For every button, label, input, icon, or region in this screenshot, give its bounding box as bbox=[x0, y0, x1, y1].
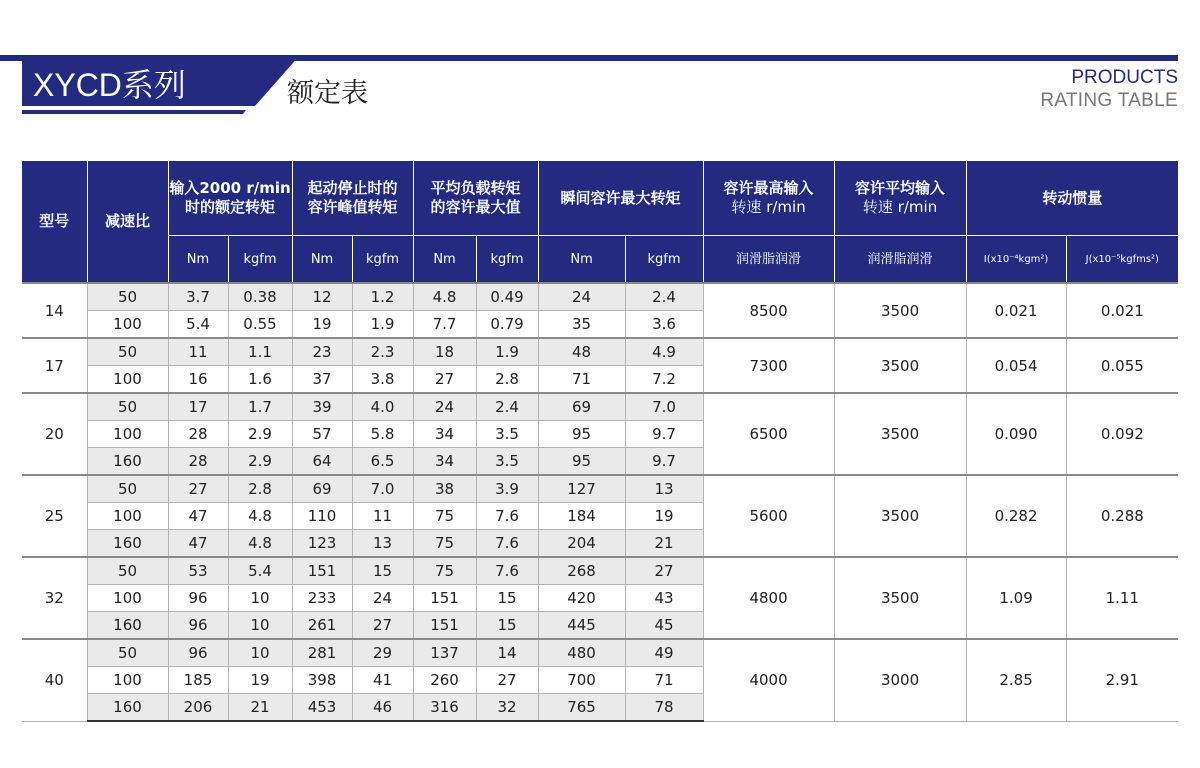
cell-peak-kgfm: 11 bbox=[352, 503, 413, 530]
cell-peak-kgfm: 24 bbox=[352, 585, 413, 612]
cell-ratio: 160 bbox=[87, 612, 168, 640]
cell-inertia-j: 0.055 bbox=[1066, 338, 1178, 393]
cell-avg-nm: 38 bbox=[413, 475, 476, 503]
col-header-ratio: 减速比 bbox=[87, 161, 168, 283]
cell-avg-kgfm: 0.49 bbox=[476, 283, 538, 311]
cell-instant-nm: 184 bbox=[538, 503, 625, 530]
cell-rated-kgfm: 1.7 bbox=[228, 393, 292, 421]
cell-inertia-i: 1.09 bbox=[966, 557, 1066, 639]
cell-avg-speed: 3500 bbox=[834, 475, 966, 557]
cell-ratio: 100 bbox=[87, 503, 168, 530]
cell-model: 40 bbox=[22, 639, 87, 721]
cell-model: 25 bbox=[22, 475, 87, 557]
cell-inertia-i: 0.282 bbox=[966, 475, 1066, 557]
cell-rated-kgfm: 19 bbox=[228, 667, 292, 694]
cell-instant-nm: 204 bbox=[538, 530, 625, 558]
cell-instant-kgfm: 7.2 bbox=[625, 366, 703, 394]
rating-table bbox=[22, 161, 1178, 722]
cell-peak-nm: 123 bbox=[292, 530, 352, 558]
cell-instant-nm: 700 bbox=[538, 667, 625, 694]
cell-instant-kgfm: 43 bbox=[625, 585, 703, 612]
cell-peak-kgfm: 46 bbox=[352, 694, 413, 722]
cell-instant-nm: 420 bbox=[538, 585, 625, 612]
cell-max-speed: 6500 bbox=[703, 393, 834, 475]
unit-kgfm: kgfm bbox=[476, 236, 538, 284]
cell-inertia-i: 2.85 bbox=[966, 639, 1066, 721]
cell-peak-nm: 281 bbox=[292, 639, 352, 667]
cell-ratio: 100 bbox=[87, 585, 168, 612]
cell-avg-kgfm: 3.5 bbox=[476, 448, 538, 476]
cell-instant-kgfm: 3.6 bbox=[625, 311, 703, 339]
peak-torque-line2: 容许峰值转矩 bbox=[307, 198, 398, 216]
avg-torque-line1: 平均负载转矩 bbox=[430, 179, 521, 197]
cell-avg-nm: 151 bbox=[413, 612, 476, 640]
cell-avg-nm: 75 bbox=[413, 557, 476, 585]
cell-avg-kgfm: 15 bbox=[476, 585, 538, 612]
cell-instant-nm: 765 bbox=[538, 694, 625, 722]
rated-torque-line2: 时的额定转矩 bbox=[185, 198, 276, 216]
cell-peak-nm: 23 bbox=[292, 338, 352, 366]
cell-ratio: 50 bbox=[87, 557, 168, 585]
cell-ratio: 160 bbox=[87, 448, 168, 476]
cell-rated-kgfm: 21 bbox=[228, 694, 292, 722]
cell-avg-kgfm: 3.5 bbox=[476, 421, 538, 448]
table-body bbox=[22, 283, 1178, 721]
cell-rated-nm: 53 bbox=[168, 557, 228, 585]
cell-ratio: 50 bbox=[87, 283, 168, 311]
cell-inertia-i: 0.090 bbox=[966, 393, 1066, 475]
avg-speed-line2: 转速 r/min bbox=[862, 198, 938, 216]
cell-rated-nm: 28 bbox=[168, 421, 228, 448]
table-row bbox=[22, 475, 1178, 503]
unit-nm: Nm bbox=[538, 236, 625, 284]
cell-model: 20 bbox=[22, 393, 87, 475]
cell-rated-kgfm: 5.4 bbox=[228, 557, 292, 585]
series-title: XYCD系列 bbox=[33, 67, 186, 103]
cell-instant-nm: 445 bbox=[538, 612, 625, 640]
cell-rated-kgfm: 10 bbox=[228, 612, 292, 640]
cell-avg-nm: 24 bbox=[413, 393, 476, 421]
cell-peak-nm: 110 bbox=[292, 503, 352, 530]
cell-instant-kgfm: 21 bbox=[625, 530, 703, 558]
cell-instant-kgfm: 49 bbox=[625, 639, 703, 667]
max-speed-line2: 转速 r/min bbox=[731, 198, 806, 216]
cell-avg-nm: 75 bbox=[413, 503, 476, 530]
cell-ratio: 100 bbox=[87, 667, 168, 694]
cell-ratio: 50 bbox=[87, 475, 168, 503]
cell-rated-kgfm: 4.8 bbox=[228, 503, 292, 530]
cell-rated-nm: 96 bbox=[168, 612, 228, 640]
cell-instant-nm: 95 bbox=[538, 448, 625, 476]
cell-inertia-i: 0.021 bbox=[966, 283, 1066, 338]
cell-peak-nm: 37 bbox=[292, 366, 352, 394]
cell-peak-nm: 398 bbox=[292, 667, 352, 694]
cell-ratio: 160 bbox=[87, 530, 168, 558]
cell-peak-kgfm: 29 bbox=[352, 639, 413, 667]
cell-peak-kgfm: 41 bbox=[352, 667, 413, 694]
cell-rated-nm: 47 bbox=[168, 503, 228, 530]
unit-inertia-i: I(x10⁻⁴kgm²) bbox=[966, 236, 1066, 284]
cell-instant-kgfm: 13 bbox=[625, 475, 703, 503]
avg-speed-line1: 容许平均输入 bbox=[855, 179, 946, 197]
cell-avg-kgfm: 1.9 bbox=[476, 338, 538, 366]
unit-nm: Nm bbox=[413, 236, 476, 284]
col-header-max-speed bbox=[703, 161, 834, 236]
cell-rated-kgfm: 2.9 bbox=[228, 448, 292, 476]
cell-ratio: 50 bbox=[87, 338, 168, 366]
cell-max-speed: 4000 bbox=[703, 639, 834, 721]
col-header-rated-torque bbox=[168, 161, 292, 236]
cell-peak-kgfm: 7.0 bbox=[352, 475, 413, 503]
cell-peak-kgfm: 3.8 bbox=[352, 366, 413, 394]
unit-inertia-j: J(x10⁻⁵kgfms²) bbox=[1066, 236, 1178, 284]
cell-peak-kgfm: 13 bbox=[352, 530, 413, 558]
cell-inertia-j: 0.092 bbox=[1066, 393, 1178, 475]
cell-avg-nm: 151 bbox=[413, 585, 476, 612]
cell-max-speed: 5600 bbox=[703, 475, 834, 557]
cell-rated-nm: 96 bbox=[168, 585, 228, 612]
cell-rated-kgfm: 0.55 bbox=[228, 311, 292, 339]
cell-peak-kgfm: 6.5 bbox=[352, 448, 413, 476]
unit-kgfm: kgfm bbox=[625, 236, 703, 284]
cell-rated-nm: 185 bbox=[168, 667, 228, 694]
cell-instant-nm: 480 bbox=[538, 639, 625, 667]
cell-instant-kgfm: 4.9 bbox=[625, 338, 703, 366]
cell-avg-speed: 3500 bbox=[834, 393, 966, 475]
cell-peak-nm: 453 bbox=[292, 694, 352, 722]
cell-rated-kgfm: 10 bbox=[228, 639, 292, 667]
cell-rated-kgfm: 1.6 bbox=[228, 366, 292, 394]
cell-peak-nm: 233 bbox=[292, 585, 352, 612]
cell-rated-nm: 47 bbox=[168, 530, 228, 558]
unit-lubrication: 润滑脂润滑 bbox=[703, 236, 834, 284]
cell-avg-kgfm: 14 bbox=[476, 639, 538, 667]
cell-max-speed: 4800 bbox=[703, 557, 834, 639]
rated-torque-line1: 输入2000 r/min bbox=[169, 179, 291, 197]
cell-rated-nm: 11 bbox=[168, 338, 228, 366]
col-header-model: 型号 bbox=[22, 161, 87, 283]
cell-rated-nm: 96 bbox=[168, 639, 228, 667]
cell-instant-kgfm: 78 bbox=[625, 694, 703, 722]
cell-rated-nm: 3.7 bbox=[168, 283, 228, 311]
cell-avg-kgfm: 15 bbox=[476, 612, 538, 640]
cell-avg-kgfm: 2.4 bbox=[476, 393, 538, 421]
cell-peak-kgfm: 5.8 bbox=[352, 421, 413, 448]
cell-peak-nm: 57 bbox=[292, 421, 352, 448]
max-speed-line1: 容许最高输入 bbox=[723, 179, 814, 197]
cell-peak-kgfm: 4.0 bbox=[352, 393, 413, 421]
avg-torque-line2: 的容许最大值 bbox=[430, 198, 521, 216]
cell-avg-speed: 3500 bbox=[834, 338, 966, 393]
cell-peak-nm: 39 bbox=[292, 393, 352, 421]
cell-ratio: 100 bbox=[87, 311, 168, 339]
cell-avg-kgfm: 3.9 bbox=[476, 475, 538, 503]
cell-rated-kgfm: 0.38 bbox=[228, 283, 292, 311]
cell-avg-kgfm: 2.8 bbox=[476, 366, 538, 394]
cell-peak-nm: 12 bbox=[292, 283, 352, 311]
cell-instant-kgfm: 9.7 bbox=[625, 421, 703, 448]
cell-rated-nm: 28 bbox=[168, 448, 228, 476]
cell-avg-speed: 3500 bbox=[834, 557, 966, 639]
peak-torque-line1: 起动停止时的 bbox=[307, 179, 398, 197]
cell-avg-nm: 137 bbox=[413, 639, 476, 667]
cell-instant-kgfm: 7.0 bbox=[625, 393, 703, 421]
col-header-avg-torque bbox=[413, 161, 538, 236]
table-row bbox=[22, 338, 1178, 366]
cell-inertia-j: 0.288 bbox=[1066, 475, 1178, 557]
cell-instant-nm: 71 bbox=[538, 366, 625, 394]
cell-avg-speed: 3000 bbox=[834, 639, 966, 721]
table-row bbox=[22, 283, 1178, 311]
unit-nm: Nm bbox=[292, 236, 352, 284]
cell-instant-nm: 35 bbox=[538, 311, 625, 339]
cell-instant-nm: 127 bbox=[538, 475, 625, 503]
cell-ratio: 100 bbox=[87, 366, 168, 394]
col-header-peak-torque bbox=[292, 161, 413, 236]
cell-peak-kgfm: 1.2 bbox=[352, 283, 413, 311]
page-subtitle: 额定表 bbox=[287, 78, 368, 109]
unit-nm: Nm bbox=[168, 236, 228, 284]
unit-lubrication: 润滑脂润滑 bbox=[834, 236, 966, 284]
cell-instant-nm: 69 bbox=[538, 393, 625, 421]
cell-instant-nm: 48 bbox=[538, 338, 625, 366]
cell-instant-nm: 24 bbox=[538, 283, 625, 311]
cell-peak-nm: 19 bbox=[292, 311, 352, 339]
header-row-units bbox=[22, 236, 1178, 284]
cell-instant-kgfm: 9.7 bbox=[625, 448, 703, 476]
table-row bbox=[22, 557, 1178, 585]
table-row bbox=[22, 393, 1178, 421]
cell-rated-kgfm: 2.9 bbox=[228, 421, 292, 448]
cell-max-speed: 8500 bbox=[703, 283, 834, 338]
products-label: PRODUCTS bbox=[1071, 67, 1178, 88]
cell-avg-nm: 18 bbox=[413, 338, 476, 366]
cell-avg-nm: 4.8 bbox=[413, 283, 476, 311]
cell-ratio: 50 bbox=[87, 639, 168, 667]
cell-rated-nm: 206 bbox=[168, 694, 228, 722]
cell-inertia-j: 1.11 bbox=[1066, 557, 1178, 639]
cell-instant-kgfm: 71 bbox=[625, 667, 703, 694]
cell-avg-kgfm: 27 bbox=[476, 667, 538, 694]
cell-avg-nm: 316 bbox=[413, 694, 476, 722]
cell-peak-kgfm: 2.3 bbox=[352, 338, 413, 366]
cell-avg-nm: 34 bbox=[413, 421, 476, 448]
cell-avg-nm: 260 bbox=[413, 667, 476, 694]
cell-ratio: 100 bbox=[87, 421, 168, 448]
col-header-avg-speed bbox=[834, 161, 966, 236]
cell-model: 32 bbox=[22, 557, 87, 639]
col-header-instant-torque: 瞬间容许最大转矩 bbox=[538, 161, 703, 236]
cell-inertia-i: 0.054 bbox=[966, 338, 1066, 393]
cell-max-speed: 7300 bbox=[703, 338, 834, 393]
cell-avg-speed: 3500 bbox=[834, 283, 966, 338]
col-header-inertia: 转动惯量 bbox=[966, 161, 1178, 236]
cell-avg-nm: 34 bbox=[413, 448, 476, 476]
cell-inertia-j: 2.91 bbox=[1066, 639, 1178, 721]
cell-ratio: 160 bbox=[87, 694, 168, 722]
cell-avg-nm: 75 bbox=[413, 530, 476, 558]
cell-instant-kgfm: 45 bbox=[625, 612, 703, 640]
cell-avg-nm: 27 bbox=[413, 366, 476, 394]
cell-rated-kgfm: 4.8 bbox=[228, 530, 292, 558]
cell-rated-kgfm: 1.1 bbox=[228, 338, 292, 366]
cell-peak-nm: 151 bbox=[292, 557, 352, 585]
rating-table-label: RATING TABLE bbox=[1040, 90, 1178, 111]
cell-rated-kgfm: 2.8 bbox=[228, 475, 292, 503]
cell-peak-nm: 69 bbox=[292, 475, 352, 503]
cell-rated-nm: 16 bbox=[168, 366, 228, 394]
cell-rated-nm: 5.4 bbox=[168, 311, 228, 339]
cell-model: 14 bbox=[22, 283, 87, 338]
header-row-main bbox=[22, 161, 1178, 236]
cell-peak-kgfm: 15 bbox=[352, 557, 413, 585]
cell-rated-nm: 27 bbox=[168, 475, 228, 503]
unit-kgfm: kgfm bbox=[228, 236, 292, 284]
cell-avg-kgfm: 7.6 bbox=[476, 530, 538, 558]
cell-rated-kgfm: 10 bbox=[228, 585, 292, 612]
cell-avg-kgfm: 0.79 bbox=[476, 311, 538, 339]
cell-instant-kgfm: 19 bbox=[625, 503, 703, 530]
cell-avg-nm: 7.7 bbox=[413, 311, 476, 339]
cell-inertia-j: 0.021 bbox=[1066, 283, 1178, 338]
cell-peak-nm: 261 bbox=[292, 612, 352, 640]
cell-instant-kgfm: 2.4 bbox=[625, 283, 703, 311]
cell-instant-kgfm: 27 bbox=[625, 557, 703, 585]
cell-peak-kgfm: 27 bbox=[352, 612, 413, 640]
table-row bbox=[22, 639, 1178, 667]
cell-instant-nm: 95 bbox=[538, 421, 625, 448]
cell-peak-kgfm: 1.9 bbox=[352, 311, 413, 339]
cell-ratio: 50 bbox=[87, 393, 168, 421]
cell-avg-kgfm: 7.6 bbox=[476, 557, 538, 585]
cell-rated-nm: 17 bbox=[168, 393, 228, 421]
cell-avg-kgfm: 7.6 bbox=[476, 503, 538, 530]
cell-avg-kgfm: 32 bbox=[476, 694, 538, 722]
cell-model: 17 bbox=[22, 338, 87, 393]
unit-kgfm: kgfm bbox=[352, 236, 413, 284]
cell-instant-nm: 268 bbox=[538, 557, 625, 585]
cell-peak-nm: 64 bbox=[292, 448, 352, 476]
